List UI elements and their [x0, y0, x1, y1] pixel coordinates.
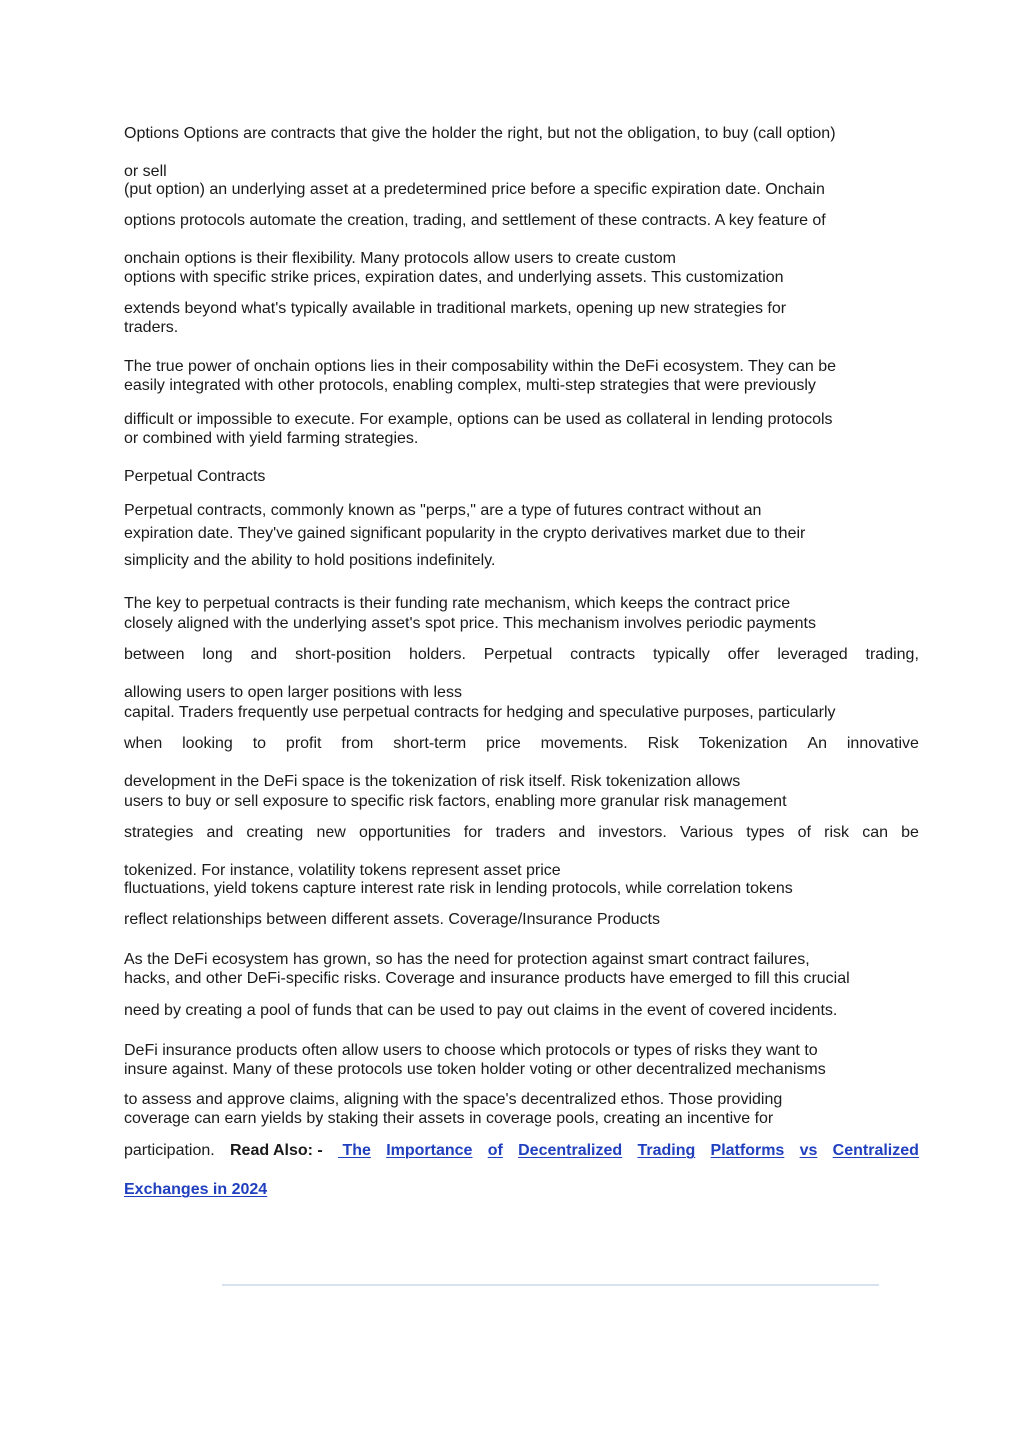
text-line: fluctuations, yield tokens capture interest rate risk in lending protocols, while correlation tokens	[124, 880, 793, 897]
word: of	[797, 824, 811, 841]
text-line: insure against. Many of these protocols use token holder voting or other decentralized mechanisms	[124, 1061, 826, 1078]
word: contracts	[570, 646, 636, 663]
word: profit	[285, 735, 322, 752]
word: between	[124, 646, 185, 663]
text-line: expiration date. They've gained significant popularity in the crypto derivatives market due to their	[124, 525, 806, 542]
justified-line	[124, 645, 919, 664]
text-line: options protocols automate the creation, trading, and settlement of these contracts. A key feature of	[124, 212, 826, 229]
word: new	[316, 824, 346, 841]
word: strategies	[124, 824, 194, 841]
justified-line	[124, 823, 919, 842]
read-also-link-word[interactable]: vs	[799, 1142, 818, 1159]
text-line: DeFi insurance products often allow users to choose which protocols or types of risks they want to	[124, 1042, 818, 1059]
word: types	[746, 824, 785, 841]
read-also-link-line2[interactable]: Exchanges in 2024	[124, 1181, 268, 1198]
text-line: to assess and approve claims, aligning with the space's decentralized ethos. Those providing	[124, 1091, 783, 1108]
text-line: hacks, and other DeFi-specific risks. Coverage and insurance products have emerged to fill this crucial	[124, 970, 850, 987]
word: An	[807, 735, 827, 752]
read-also-link-word[interactable]: Platforms	[710, 1142, 785, 1159]
word: innovative	[846, 735, 919, 752]
word: creating	[246, 824, 304, 841]
final-lead-text: participation.	[124, 1142, 215, 1159]
read-also-link[interactable]: The	[338, 1142, 371, 1159]
word: typically	[652, 646, 710, 663]
word: be	[901, 824, 919, 841]
read-also-link-continuation	[124, 1180, 919, 1199]
word: investors.	[598, 824, 667, 841]
text-line: or sell	[124, 163, 167, 180]
text-line: traders.	[124, 319, 179, 336]
word: risk	[824, 824, 850, 841]
text-line: reflect relationships between different assets. Coverage/Insurance Products	[124, 911, 660, 928]
word: to	[252, 735, 267, 752]
read-also-line	[124, 1141, 919, 1160]
read-also-link-word[interactable]: of	[487, 1142, 503, 1159]
word: Perpetual	[483, 646, 553, 663]
text-line: users to buy or sell exposure to specific risk factors, enabling more granular risk management	[124, 793, 787, 810]
text-line: The true power of onchain options lies in their composability within the DeFi ecosystem. They can be	[124, 358, 837, 375]
divider	[222, 1284, 879, 1286]
text-line: need by creating a pool of funds that can be used to pay out claims in the event of covered incidents.	[124, 1002, 838, 1019]
read-also-link-word[interactable]: Centralized	[832, 1142, 919, 1159]
word: Tokenization	[698, 735, 788, 752]
text-line: development in the DeFi space is the tokenization of risk itself. Risk tokenization allows	[124, 773, 741, 790]
text-line: difficult or impossible to execute. For example, options can be used as collateral in lending protocols	[124, 411, 833, 428]
text-line: capital. Traders frequently use perpetual contracts for hedging and speculative purposes, particularly	[124, 704, 836, 721]
text-line: extends beyond what's typically available in traditional markets, opening up new strategies for	[124, 300, 787, 317]
text-line: onchain options is their flexibility. Many protocols allow users to create custom	[124, 250, 676, 267]
word: traders	[495, 824, 546, 841]
word: short-position	[295, 646, 392, 663]
word: and	[250, 646, 278, 663]
word: price	[486, 735, 521, 752]
word: long	[202, 646, 233, 663]
word: Various	[680, 824, 734, 841]
word: for	[463, 824, 483, 841]
text-line: coverage can earn yields by staking their assets in coverage pools, creating an incentive for	[124, 1110, 774, 1127]
text-line: or combined with yield farming strategies.	[124, 430, 419, 447]
word: can	[862, 824, 888, 841]
text-line: The key to perpetual contracts is their funding rate mechanism, which keeps the contract price	[124, 595, 791, 612]
word: movements.	[540, 735, 628, 752]
word: when	[124, 735, 163, 752]
text-line: Perpetual contracts, commonly known as "perps," are a type of futures contract without an	[124, 502, 762, 519]
word: holders.	[409, 646, 466, 663]
text-line: tokenized. For instance, volatility tokens represent asset price	[124, 862, 561, 879]
word: from	[341, 735, 374, 752]
word: short-term	[393, 735, 467, 752]
word: leveraged	[777, 646, 848, 663]
word: Risk	[647, 735, 679, 752]
text-line: options with specific strike prices, expiration dates, and underlying assets. This customization	[124, 269, 784, 286]
word: offer	[727, 646, 760, 663]
text-line: simplicity and the ability to hold positions indefinitely.	[124, 552, 496, 569]
word: and	[206, 824, 234, 841]
justified-line	[124, 734, 919, 753]
read-also-link-word[interactable]: Trading	[637, 1142, 696, 1159]
text-line: As the DeFi ecosystem has grown, so has the need for protection against smart contract failures,	[124, 951, 810, 968]
read-also-label: Read Also: -	[230, 1142, 323, 1159]
text-line: Options Options are contracts that give the holder the right, but not the obligation, to buy (call option)	[124, 125, 836, 142]
read-also-link-word[interactable]: Importance	[386, 1142, 473, 1159]
text-line: closely aligned with the underlying asset's spot price. This mechanism involves periodic payments	[124, 615, 816, 632]
read-also-link-word[interactable]: Decentralized	[518, 1142, 623, 1159]
word: trading,	[865, 646, 919, 663]
text-line: easily integrated with other protocols, enabling complex, multi-step strategies that were previously	[124, 377, 816, 394]
word: and	[558, 824, 586, 841]
section-heading: Perpetual Contracts	[124, 468, 266, 485]
text-line: (put option) an underlying asset at a predetermined price before a specific expiration date. Onchain	[124, 181, 825, 198]
text-line: allowing users to open larger positions with less	[124, 684, 462, 701]
word: opportunities	[358, 824, 451, 841]
word: looking	[182, 735, 233, 752]
